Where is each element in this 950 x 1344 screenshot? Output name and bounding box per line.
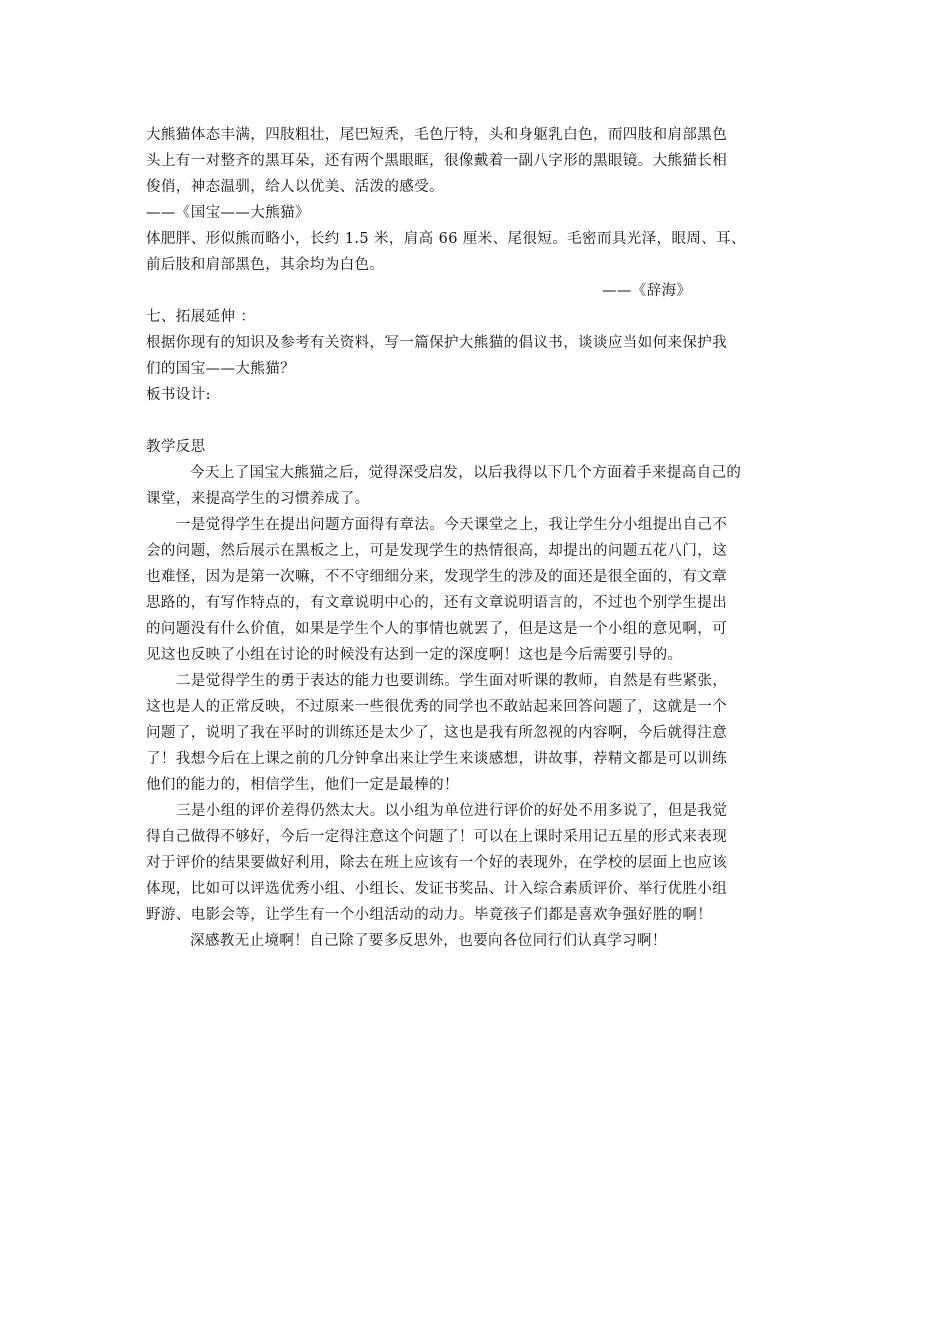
section7-line: 根据你现有的知识及参考有关资料，写一篇保护大熊猫的倡议书，谈谈应当如何来保护我	[146, 335, 728, 351]
cihai-source: ——《辞海》	[602, 283, 692, 299]
document-page	[146, 122, 806, 954]
point2-line: 他们的能力的，相信学生，他们一定是最棒的！	[146, 777, 459, 793]
point1-line: 见这也反映了小组在讨论的时候没有达到一定的深度啊！这也是今后需要引导的。	[146, 647, 683, 663]
point2-line: 二是觉得学生的勇于表达的能力也要训练。学生面对听课的教师，自然是有些紧张，	[176, 673, 728, 689]
point1-line: 的问题没有什么价值，如果是学生个人的事情也就罢了，但是这是一个小组的意见啊，可	[146, 621, 728, 637]
point3-line: 对于评价的结果要做好利用，除去在班上应该有一个好的表现外，在学校的层面上也应该	[146, 855, 728, 871]
board-heading: 板书设计:	[146, 387, 211, 403]
point3-line: 野游、电影会等，让学生有一个小组活动的动力。毕竟孩子们都是喜欢争强好胜的啊！	[146, 907, 713, 923]
cihai-line: 体肥胖、形似熊而略小，长约 1.5 米，肩高 66 厘米、尾很短。毛密而具光泽，眼周、耳、	[146, 231, 746, 247]
closing-line: 深感教无止境啊！自己除了要多反思外，也要向各位同行们认真学习啊！	[190, 933, 667, 949]
passage-source: ——《国宝——大熊猫》	[146, 205, 310, 221]
section7-heading: 七、拓展延伸 ：	[146, 309, 256, 325]
point1-line: 会的问题，然后展示在黑板之上，可是发现学生的热情很高，却提出的问题五花八门，这	[146, 543, 728, 559]
point3-line: 三是小组的评价差得仍然太大。以小组为单位进行评价的好处不用多说了，但是我觉	[176, 803, 728, 819]
point1-line: 思路的，有写作特点的，有文章说明中心的，还有文章说明语言的，不过也个别学生提出	[146, 595, 728, 611]
passage-line: 头上有一对整齐的黑耳朵，还有两个黑眼眶，很像戴着一副八字形的黑眼镜。大熊猫长相	[146, 153, 728, 169]
point2-line: 了！我想今后在上课之前的几分钟拿出来让学生来谈感想，讲故事，荐精文都是可以训练	[146, 751, 728, 767]
section7-line: 们的国宝——大熊猫？	[146, 361, 295, 377]
point2-line: 这也是人的正常反映，不过原来一些很优秀的同学也不敢站起来回答问题了，这就是一个	[146, 699, 728, 715]
passage-line: 俊俏，神态温驯，给人以优美、活泼的感受。	[146, 179, 444, 195]
reflection-intro-line: 课堂，来提高学生的习惯养成了。	[146, 491, 370, 507]
reflection-heading: 教学反思	[146, 439, 206, 455]
cihai-line: 前后肢和肩部黑色，其余均为白色。	[146, 257, 385, 273]
point1-line: 一是觉得学生在提出问题方面得有章法。今天课堂之上，我让学生分小组提出自己不	[176, 517, 728, 533]
point3-line: 体现，比如可以评选优秀小组、小组长、发证书奖品、计入综合素质评价、举行优胜小组	[146, 881, 728, 897]
point1-line: 也难怪，因为是第一次嘛，不不守细细分来，发现学生的涉及的面还是很全面的，有文章	[146, 569, 728, 585]
point2-line: 问题了，说明了我在平时的训练还是太少了，这也是我有所忽视的内容啊，今后就得注意	[146, 725, 728, 741]
point3-line: 得自己做得不够好，今后一定得注意这个问题了！可以在上课时采用记五星的形式来表现	[146, 829, 728, 845]
blank-space	[146, 408, 806, 434]
passage-line: 大熊猫体态丰满，四肢粗壮，尾巴短秃，毛色厅特，头和身躯乳白色，而四肢和肩部黑色	[146, 127, 728, 143]
reflection-intro-line: 今天上了国宝大熊猫之后，觉得深受启发，以后我得以下几个方面着手来提高自己的	[190, 465, 742, 481]
